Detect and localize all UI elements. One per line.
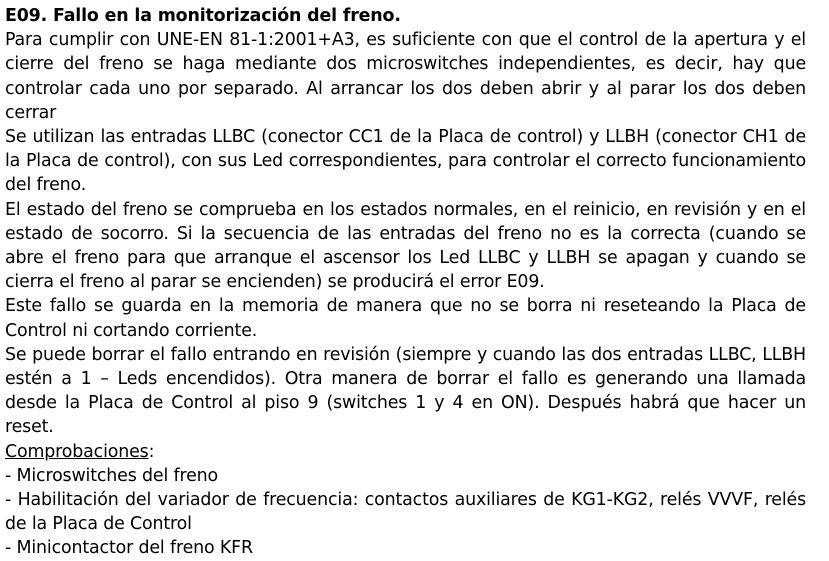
- checks-heading: Comprobaciones: [5, 441, 149, 462]
- paragraph-standard: Para cumplir con UNE-EN 81-1:2001+A3, es suficiente con que el control de la apertura y el cierre del freno se haga mediante dos microswitches independientes, es decir, hay que controlar cada uno por separado. Al arrancar los dos deben abrir y al parar los dos deben cerrar: [5, 30, 806, 123]
- error-title: E09. Fallo en la monitorización del freno.: [5, 6, 401, 26]
- paragraph-reset: Se puede borrar el fallo entrando en revisión (siempre y cuando las dos entradas LLBC, LLBH estén a 1 – Leds encendidos). Otra manera de borrar el fallo es generando una llamada desde la Placa de Control al piso 9 (switches 1 y 4 en ON). Después habrá que hacer un reset.: [5, 344, 806, 438]
- check-item-minicontactor: - Minicontactor del freno KFR: [5, 538, 253, 559]
- checks-heading-colon: :: [148, 441, 155, 462]
- check-item-variador: - Habilitación del variador de frecuencia: contactos auxiliares de KG1-KG2, relés VVVF, relés de la Placa de Control: [5, 490, 806, 535]
- paragraph-states: El estado del freno se comprueba en los estados normales, en el reinicio, en revisión y en el estado de socorro. Si la secuencia de las entradas del freno no es la correcta (cuando se abre el freno para que arranque el ascensor los Led LLBC y LLBH se apagan y cuando se cierra el freno al parar se encienden) se producirá el error E09.: [5, 199, 806, 293]
- check-item-microswitches: - Microswitches del freno: [5, 465, 219, 486]
- paragraph-inputs: Se utilizan las entradas LLBC (conector CC1 de la Placa de control) y LLBH (conector CH1 de la Placa de control), con sus Led correspondientes, para controlar el correcto funcionamiento del freno.: [5, 127, 806, 196]
- checks-heading-line: [5, 440, 806, 464]
- document-body: [5, 4, 806, 561]
- paragraph-memory: Este fallo se guarda en la memoria de manera que no se borra ni reseteando la Placa de Control ni cortando corriente.: [5, 296, 806, 341]
